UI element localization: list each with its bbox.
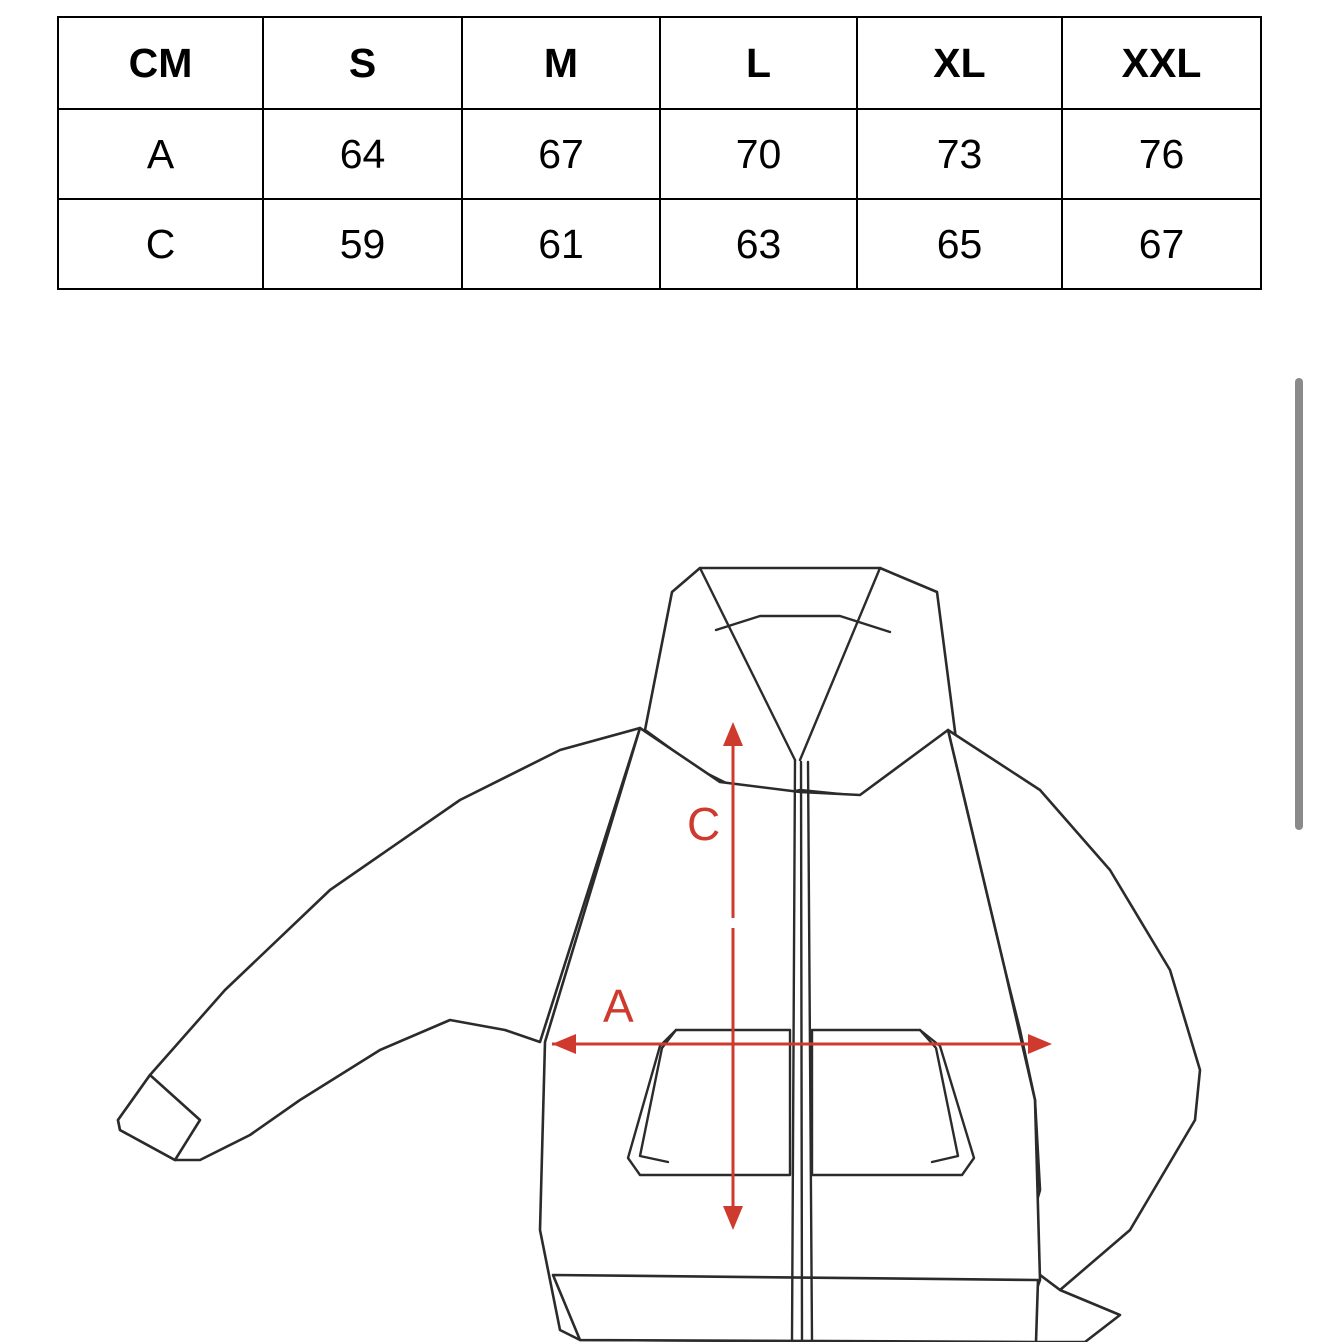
table-row <box>58 199 1261 289</box>
table-header-cell-m: M <box>462 17 660 109</box>
cell-a-xxl: 76 <box>1062 109 1261 199</box>
garment-diagram <box>0 330 1320 1342</box>
table-header-cell-s: S <box>263 17 462 109</box>
table-header-row <box>58 17 1261 109</box>
cell-c-s: 59 <box>263 199 462 289</box>
table-header-cell-xl: XL <box>857 17 1062 109</box>
table-header-cell-unit: CM <box>58 17 263 109</box>
row-label-a: A <box>58 109 263 199</box>
bottom-hem <box>553 1275 1038 1342</box>
size-chart-table <box>57 16 1262 290</box>
measure-label-a: A <box>603 980 634 1032</box>
zipper-center <box>801 762 802 1340</box>
cell-a-s: 64 <box>263 109 462 199</box>
row-label-c: C <box>58 199 263 289</box>
table-header-cell-l: L <box>660 17 857 109</box>
cell-c-xl: 65 <box>857 199 1062 289</box>
size-chart-table-container <box>57 16 1260 290</box>
measure-label-c: C <box>687 798 721 850</box>
table-header-cell-xxl: XXL <box>1062 17 1261 109</box>
cell-a-m: 67 <box>462 109 660 199</box>
cell-a-l: 70 <box>660 109 857 199</box>
table-row <box>58 109 1261 199</box>
cell-c-m: 61 <box>462 199 660 289</box>
cell-a-xl: 73 <box>857 109 1062 199</box>
cell-c-xxl: 67 <box>1062 199 1261 289</box>
cell-c-l: 63 <box>660 199 857 289</box>
